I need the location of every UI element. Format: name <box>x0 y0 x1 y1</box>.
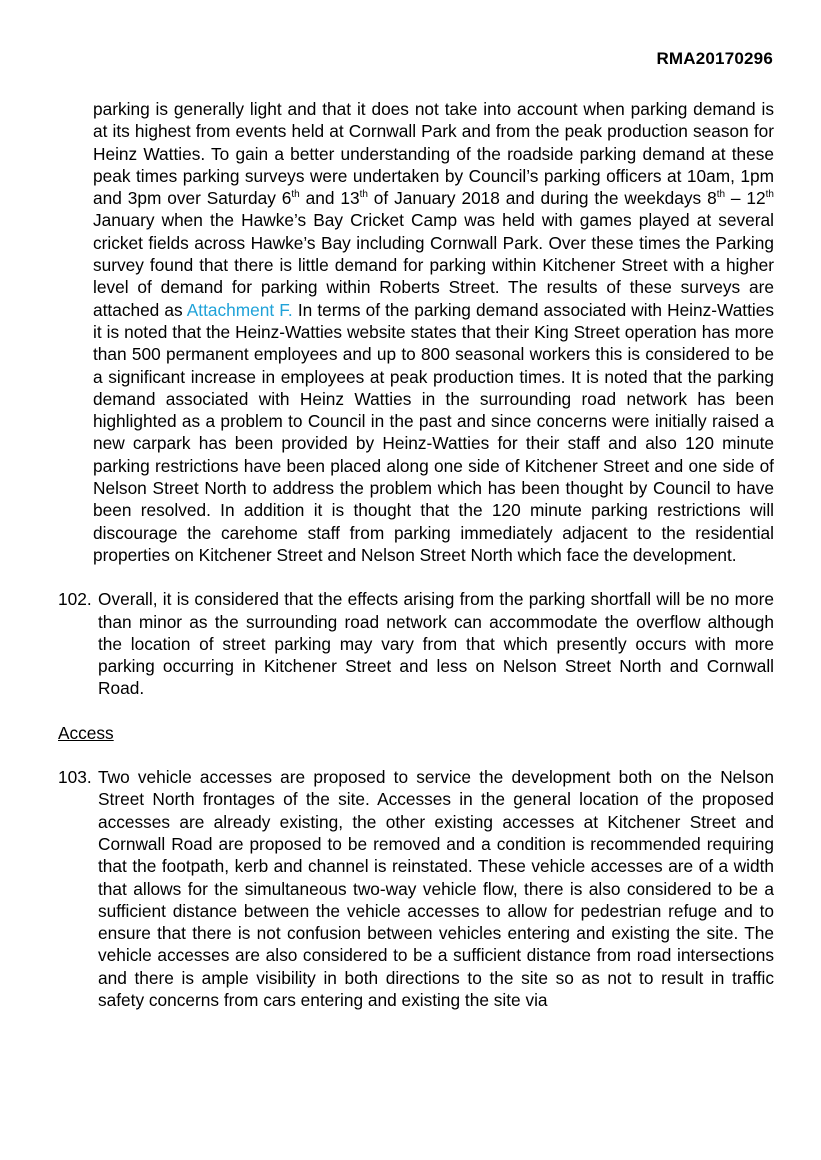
paragraph-text: and 13 <box>299 188 360 209</box>
paragraph-number: 103. <box>58 767 92 788</box>
paragraph-text: of January 2018 and during the weekdays 8 <box>367 188 717 209</box>
paragraph-text: Two vehicle accesses are proposed to service the development both on the Nelson Street North frontages of the site. Accesses in the general location of the proposed accesses are already existing, the other existing accesses at Kitchener Street and Cornwall Road are proposed to be removed and a condition is recommended requiring that the footpath, kerb and channel is reinstated. These vehicle accesses are of a width that allows for the simultaneous two-way vehicle flow, there is also considered to be a sufficient distance between the vehicle accesses to allow for pedestrian refuge and to ensure that there is not confusion between vehicles entering and existing the site. The vehicle accesses are also considered to be a sufficient distance from road intersections and there is ample visibility in both directions to the site so as not to result in traffic safety concerns from cars entering and existing the site via <box>98 767 774 1010</box>
paragraph-102 <box>58 588 774 699</box>
ordinal-suffix: th <box>716 189 726 201</box>
attachment-f-link[interactable]: Attachment F. <box>186 299 293 320</box>
ordinal-suffix: th <box>765 189 774 201</box>
paragraph-text: – 12 <box>725 188 766 209</box>
paragraph-text: Overall, it is considered that the effects arising from the parking shortfall will be no more than minor as the surrounding road network can accommodate the overflow although the location of street parking may vary from that which presently occurs with more parking occurring in Kitchener Street and less on Nelson Street North and Cornwall Road. <box>98 589 774 699</box>
paragraph-text: parking is generally light and that it does not take into account when parking demand is at its highest from events held at Cornwall Park and from the peak production season for Heinz Watties. To gain a better understanding of the roadside parking demand at these peak times parking surveys were undertaken by Council’s parking officers at 10am, 1pm and 3pm over Saturday 6 <box>93 99 774 209</box>
paragraph-101-continued <box>58 98 774 566</box>
document-reference: RMA20170296 <box>656 49 773 68</box>
paragraph-number: 102. <box>58 589 92 610</box>
section-heading-access: Access <box>58 722 114 743</box>
paragraph-text: January when the Hawke’s Bay Cricket Camp was held with games played at several cricket fields across Hawke’s Bay including Cornwall Park. Over these times the Parking survey found that there is little demand for parking within Kitchener Street with a higher level of demand for parking within Roberts Street. The results of these surveys are attached as <box>93 210 774 320</box>
ordinal-suffix: th <box>359 189 368 201</box>
paragraph-text: In terms of the parking demand associated with Heinz-Watties it is noted that the Heinz-Watties website states that their King Street operation has more than 500 permanent employees and up to 800 seasonal workers this is considered to be a significant increase in employees at peak production times. It is noted that the parking demand associated with Heinz Watties in the surrounding road network has been highlighted as a problem to Council in the past and since concerns were initially raised a new carpark has been provided by Heinz-Watties for their staff and also 120 minute parking restrictions have been placed along one side of Kitchener Street and one side of Nelson Street North to address the problem which has been thought by Council to have been resolved. In addition it is thought that the 120 minute parking restrictions will discourage the carehome staff from parking immediately adjacent to the residential properties on Kitchener Street and Nelson Street North which face the development. <box>93 299 774 565</box>
paragraph-103 <box>58 766 774 1011</box>
document-body <box>58 98 774 1011</box>
ordinal-suffix: th <box>291 189 300 201</box>
